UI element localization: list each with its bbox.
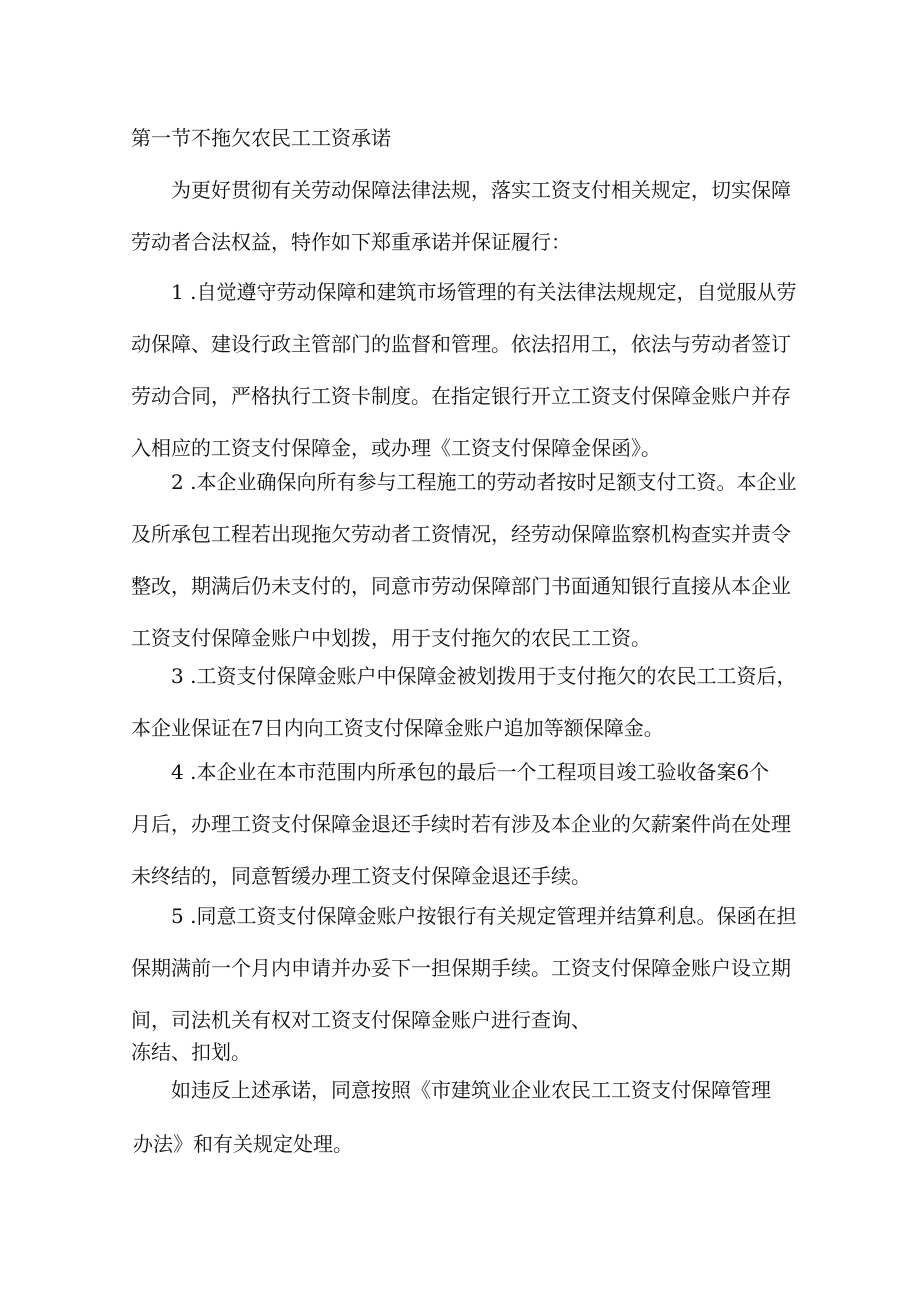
paragraph-line: 本企业保证在7日内向工资支付保障金账户追加等额保障金。 — [131, 716, 664, 740]
paragraph-line: 工资支付保障金账户中划拨，用于支付拖欠的农民工工资。 — [131, 626, 651, 650]
paragraph-line: 未终结的，同意暂缓办理工资支付保障金退还手续。 — [131, 864, 591, 888]
paragraph-commitment-3 — [131, 660, 811, 744]
paragraph-line: 保期满前一个月内申请并办妥下一担保期手续。工资支付保障金账户设立期 — [131, 956, 791, 980]
paragraph-commitment-1 — [131, 276, 811, 464]
paragraph-line: 5 .同意工资支付保障金账户按银行有关规定管理并结算利息。保函在担 — [171, 904, 797, 928]
paragraph-line: 1 .自觉遵守劳动保障和建筑市场管理的有关法律法规规定，自觉服从劳 — [171, 280, 797, 304]
paragraph-commitment-4 — [131, 756, 811, 892]
paragraph-line: 间，司法机关有权对工资支付保障金账户进行查询、 — [131, 1008, 591, 1032]
paragraph-line: 办法》和有关规定处理。 — [133, 1132, 353, 1156]
paragraph-line: 入相应的工资支付保障金，或办理《工资支付保障金保函》。 — [131, 436, 661, 460]
paragraph-line: 劳动者合法权益，特作如下郑重承诺并保证履行： — [131, 230, 571, 254]
paragraph-line: 冻结、扣划。 — [131, 1040, 251, 1064]
paragraph-line: 为更好贯彻有关劳动保障法律法规，落实工资支付相关规定，切实保障 — [171, 178, 791, 202]
paragraph-line: 4 .本企业在本市范围内所承包的最后一个工程项目竣工验收备案6个 — [171, 760, 770, 784]
paragraph-line: 3 .工资支付保障金账户中保障金被划拨用于支付拖欠的农民工工资后， — [171, 664, 797, 688]
paragraph-closing — [131, 1074, 811, 1160]
paragraph-line: 劳动合同，严格执行工资卡制度。在指定银行开立工资支付保障金账户并存 — [131, 384, 791, 408]
paragraph-line: 如违反上述承诺，同意按照《市建筑业企业农民工工资支付保障管理 — [171, 1078, 771, 1102]
paragraph-line: 动保障、建设行政主管部门的监督和管理。依法招用工，依法与劳动者签订 — [131, 332, 791, 356]
paragraph-line: 月后，办理工资支付保障金退还手续时若有涉及本企业的欠薪案件尚在处理 — [131, 812, 791, 836]
paragraph-line: 及所承包工程若出现拖欠劳动者工资情况，经劳动保障监察机构查实并责令 — [131, 522, 791, 546]
paragraph-intro — [131, 174, 811, 258]
paragraph-commitment-5 — [131, 900, 811, 1068]
section-heading: 第一节不拖欠农民工工资承诺 — [131, 126, 391, 150]
paragraph-line: 2 .本企业确保向所有参与工程施工的劳动者按时足额支付工资。本企业 — [171, 470, 797, 494]
paragraph-commitment-2 — [131, 466, 811, 654]
paragraph-line: 整改，期满后仍未支付的，同意市劳动保障部门书面通知银行直接从本企业 — [131, 574, 791, 598]
